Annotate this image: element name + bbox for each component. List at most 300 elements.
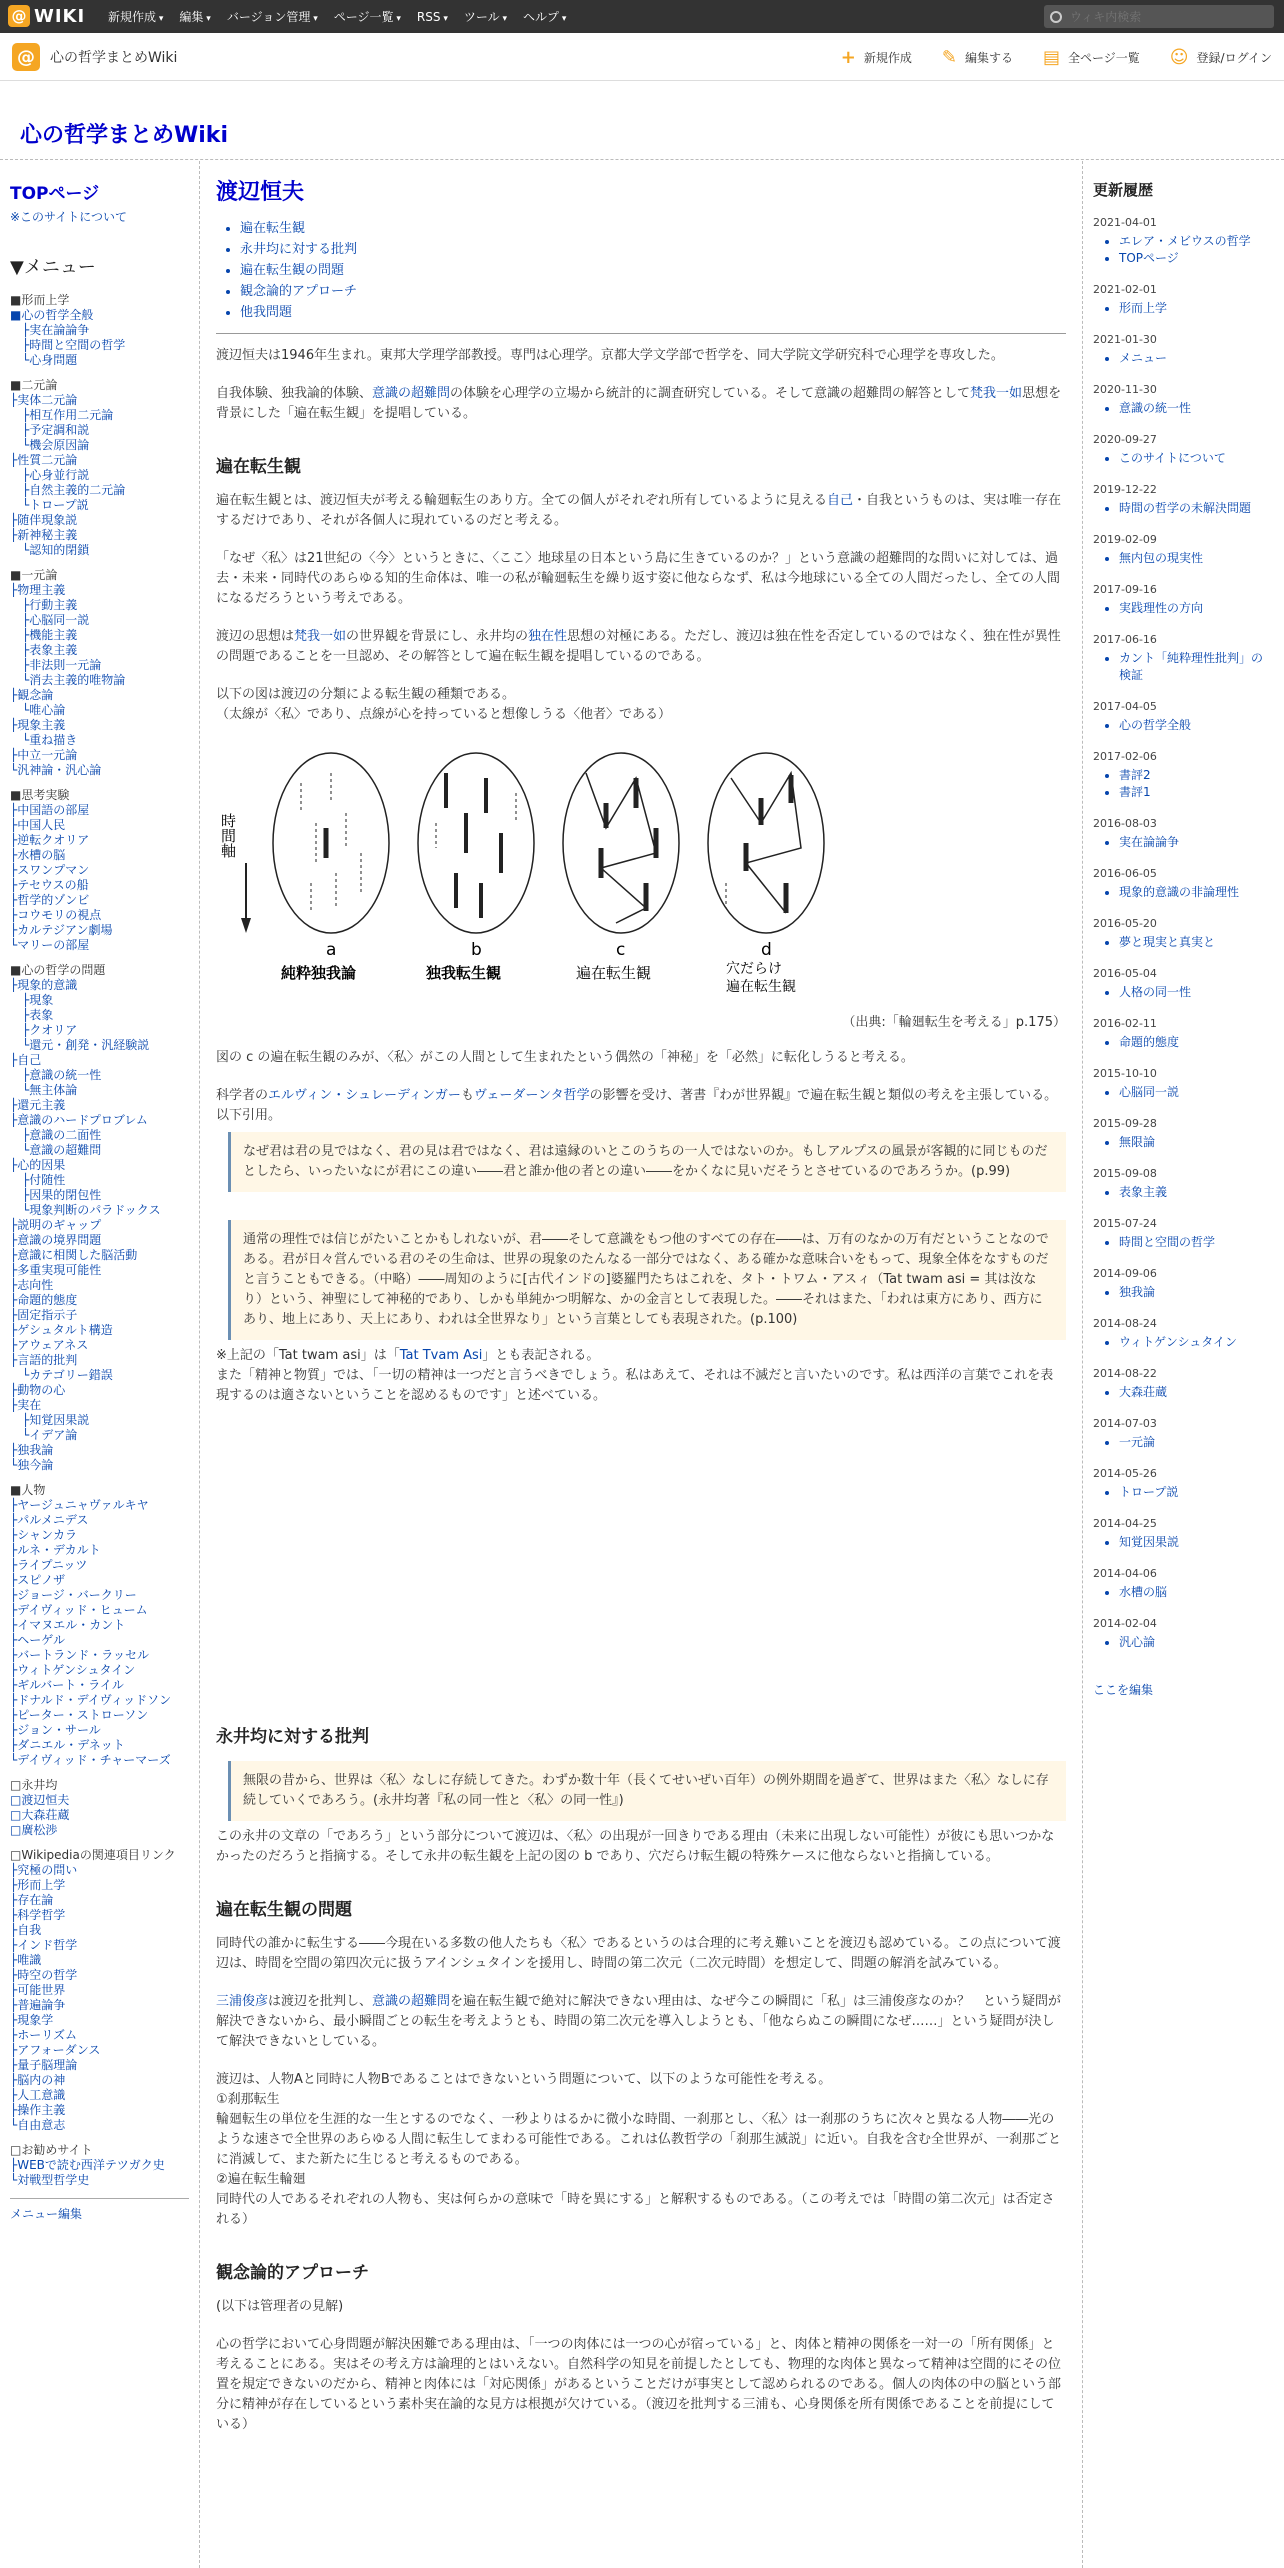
link-brahman-atman[interactable]: 梵我一如 <box>294 629 347 644</box>
menu-new[interactable]: 新規作成 ▾ <box>108 8 163 25</box>
menu-item[interactable]: ├物理主義 <box>10 583 66 597</box>
letter-d: d <box>761 940 772 960</box>
link-self[interactable]: 自己 <box>827 493 854 508</box>
menu-item[interactable]: ├ダニエル・デネット <box>10 1738 125 1752</box>
update-items <box>1093 1034 1274 1051</box>
site-title-area <box>0 82 1284 160</box>
menu-item[interactable]: ├意識の二面性 <box>22 1128 102 1142</box>
menu-item[interactable]: ├テセウスの船 <box>10 878 89 892</box>
menu-item[interactable]: └無主体論 <box>22 1083 78 1097</box>
update-date: 2020-09-27 <box>1093 433 1157 446</box>
menu-item[interactable]: ├自己 <box>10 1053 42 1067</box>
link-hard-problem[interactable]: 意識の超難問 <box>372 1994 451 2009</box>
menu-item[interactable]: ├意識に相関した脳活動 <box>10 1248 138 1262</box>
paragraph: また「精神と物質」では、「一切の精神は一つだと言うべきでしょう。私はあえて、それは不滅だと言いたいのです。私は西洋の言葉でこれを表現するのは適さないということを認めるものです」と述べている。 <box>216 1368 1054 1403</box>
menu-item[interactable]: └心身問題 <box>22 353 78 367</box>
update-date: 2014-08-22 <box>1093 1367 1157 1380</box>
menu-item[interactable]: ├心身並行説 <box>22 468 90 482</box>
menu-item[interactable]: └トロープ説 <box>22 498 89 512</box>
menu-item[interactable]: ├形而上学 <box>10 1878 66 1892</box>
link-hard-problem[interactable]: 意識の超難問 <box>372 386 451 401</box>
update-history-list <box>1093 216 1274 1651</box>
text: 遍在転生観とは、渡辺恒夫が考える輪廻転生のあり方。全ての個人がそれぞれ所有しているように見える <box>216 493 828 508</box>
update-item-link[interactable]: • 人格の同一性 <box>1119 984 1274 1001</box>
header-actions <box>841 33 1272 81</box>
paragraph: 「なぜ〈私〉は21世紀の〈今〉というときに、〈ここ〉地球星の日本という島に生きているのか？」という意識の超難問的な問いに対しては、過去・未来・同時代のあらゆる知的生命体は、唯一の私が輪廻転生を繰り返す姿に他ならなず、私は今地球にいる全ての人間だったし、全ての人間になるだろうという考えである。 <box>216 551 1060 606</box>
menu-item[interactable]: └意識の超難問 <box>22 1143 102 1157</box>
menu-item[interactable]: ├スワンプマン <box>10 863 90 877</box>
all-pages-button[interactable] <box>1043 47 1140 68</box>
menu-item[interactable]: ├デイヴィッド・ヒューム <box>10 1603 148 1617</box>
text: 渡辺は、人物Aと同時に人物Bであることはできないという問題について、以下のような可能性を考える。 <box>216 2072 832 2087</box>
toc-item[interactable]: • 観念論的アプローチ <box>240 281 1066 302</box>
update-items <box>1093 1334 1274 1351</box>
paragraph <box>216 2070 1066 2230</box>
update-item-link[interactable]: • 汎心論 <box>1119 1634 1274 1651</box>
menu-group <box>10 2143 189 2188</box>
menu-item[interactable]: ├ピーター・ストローソン <box>10 1708 149 1722</box>
login-button[interactable] <box>1170 47 1272 68</box>
link-schrodinger[interactable]: エルヴィン・シュレーディンガー <box>268 1088 461 1103</box>
menu-item[interactable]: ├存在論 <box>10 1893 54 1907</box>
pencil-icon: ✎ <box>941 46 957 68</box>
menu-item[interactable]: ├行動主義 <box>22 598 78 612</box>
update-item-link[interactable]: • 心の哲学全般 <box>1119 717 1274 734</box>
menu-group-heading[interactable]: □Wikipediaの関連項目リンク <box>10 1848 176 1862</box>
menu-item[interactable]: └汎神論・汎心論 <box>10 763 102 777</box>
menu-item[interactable]: └自由意志 <box>10 2118 66 2132</box>
wiki-logo-text: WIKI <box>34 5 86 27</box>
plus-icon: + <box>840 46 856 68</box>
menu-item[interactable]: ├普遍論争 <box>10 1998 66 2012</box>
menu-item[interactable]: ├ギルバート・ライル <box>10 1678 124 1692</box>
menu-item[interactable]: └イデア論 <box>22 1428 78 1442</box>
update-items <box>1093 233 1274 267</box>
text: ※上記の「Tat twam asi」は「 <box>216 1348 400 1363</box>
menu-item[interactable]: ├水槽の脳 <box>10 848 66 862</box>
update-items <box>1093 450 1274 467</box>
update-item-link[interactable]: • 現象的意識の非論理性 <box>1119 884 1274 901</box>
menu-item[interactable]: ├現象的意識 <box>10 978 78 992</box>
update-item-link[interactable]: • 時間と空間の哲学 <box>1119 1234 1274 1251</box>
site-title[interactable]: 心の哲学まとめWiki <box>20 123 228 148</box>
menu-item[interactable]: └対戦型哲学史 <box>10 2173 90 2187</box>
link-brahman-atman[interactable]: 梵我一如 <box>970 386 1023 401</box>
menu-item[interactable]: ├人工意識 <box>10 2088 66 2102</box>
menu-group-heading[interactable]: ■心の哲学の問題 <box>10 963 106 977</box>
paragraph: 心の哲学において心身問題が解決困難である理由は、「一つの肉体には一つの心が宿っている」と、肉体と精神の関係を一対一の「所有関係」と考えることにある。実はその考え方は論理的とはいえない。自然科学の知見を前提したとしても、物理的な肉体と異なって精神は空間的にその位置を規定できないのだから、精神と肉体には「対応関係」があるということだけが事実として認められるのである。個人の肉体の中の脳という部分に精神が存在しているという素朴実在論的な見方は根拠が欠けている。（渡辺を批判する三浦も、心身関係を所有関係であることを前提にしている） <box>216 2337 1062 2432</box>
menu-item[interactable]: ├独我論 <box>10 1443 54 1457</box>
update-item-link[interactable]: • TOPページ <box>1119 250 1274 267</box>
text: 渡辺の思想は <box>216 629 295 644</box>
update-item-link[interactable]: • 一元論 <box>1119 1434 1274 1451</box>
update-date: 2016-02-11 <box>1093 1017 1157 1030</box>
menu-item[interactable]: ├ヘーゲル <box>10 1633 65 1647</box>
update-item-link[interactable]: • このサイトについて <box>1119 450 1274 467</box>
menu-item[interactable]: ├言語的批判 <box>10 1353 78 1367</box>
menu-item[interactable]: ├中国人民 <box>10 818 66 832</box>
menu-item[interactable]: ├命題的態度 <box>10 1293 78 1307</box>
top-page-link[interactable]: TOPページ <box>10 184 100 204</box>
menu-item[interactable]: ├表象主義 <box>22 643 78 657</box>
update-items <box>1093 1484 1274 1501</box>
toc-item[interactable]: • 遍在転生観の問題 <box>240 260 1066 281</box>
menu-item[interactable]: ├非法則一元論 <box>22 658 102 672</box>
letter-a: a <box>326 940 337 960</box>
text: 思想を背景にした「遍在転生観」を提唱している。 <box>216 386 1062 421</box>
new-page-label: 新規作成 <box>863 50 912 65</box>
about-link[interactable]: ※このサイトについて <box>10 210 127 224</box>
menu-group-heading[interactable]: ■思考実験 <box>10 788 70 802</box>
update-items <box>1093 600 1274 617</box>
update-item-link[interactable]: • 水槽の脳 <box>1119 1584 1274 1601</box>
diagram-c <box>563 753 679 933</box>
link-miura[interactable]: 三浦俊彦 <box>216 1994 269 2009</box>
update-date: 2016-06-05 <box>1093 867 1157 880</box>
edit-label: 編集する <box>964 50 1013 65</box>
menu-item[interactable]: ├究極の問い <box>10 1863 78 1877</box>
menu-item[interactable]: └重ね描き <box>22 733 78 747</box>
update-items <box>1093 650 1274 684</box>
menu-item[interactable]: ├カルテジアン劇場 <box>10 923 113 937</box>
update-items <box>1093 1084 1274 1101</box>
update-item-link[interactable]: • メニュー <box>1119 350 1274 367</box>
update-date: 2014-07-03 <box>1093 1417 1157 1430</box>
text: 輪廻転生の単位を生涯的な一生とするのでなく、一秒よりはるかに微小な時間、一刹那とし、〈私〉は一刹那のうちに次々と異なる人物――光のような速さで全世界のあらゆる人間に転生してまわる可能性である。これは仏教哲学の「刹那生滅説」に近い。自我を含む全世界が、一刹那ごとに消滅して、また新たに生じると考えるものである。 <box>216 2112 1062 2167</box>
update-items <box>1093 1384 1274 1401</box>
menu-item[interactable]: ├唯識 <box>10 1953 42 1967</box>
menu-item[interactable]: ├パルメニデス <box>10 1513 89 1527</box>
menu-item[interactable]: ├自我 <box>10 1923 42 1937</box>
right-sidebar <box>1082 161 1284 2568</box>
update-item-link[interactable]: • 実践理性の方向 <box>1119 600 1274 617</box>
menu-tools[interactable]: ツール ▾ <box>464 8 507 25</box>
text: 以下の図は渡辺の分類による転生観の種類である。 <box>216 687 516 702</box>
menu-item[interactable]: ├時間と空間の哲学 <box>22 338 126 352</box>
update-item-link[interactable]: • トロープ説 <box>1119 1484 1274 1501</box>
paragraph: (以下は管理者の見解) <box>216 2299 344 2314</box>
menu-group-heading[interactable]: ■一元論 <box>10 568 58 582</box>
text: ②遍在転生輪廻 <box>216 2172 306 2187</box>
menu-group-heading[interactable]: □お勧めサイト <box>10 2143 93 2157</box>
arrow-head <box>241 918 251 933</box>
menu-item[interactable]: ├自然主義的二元論 <box>22 483 126 497</box>
menu-item[interactable]: ├付随性 <box>22 1173 66 1187</box>
menu-item[interactable]: ├相互作用二元論 <box>22 408 114 422</box>
menu-item[interactable]: ├スピノザ <box>10 1573 66 1587</box>
update-items <box>1093 934 1274 951</box>
update-date: 2017-04-05 <box>1093 700 1157 713</box>
update-items <box>1093 1184 1274 1201</box>
menu-item[interactable]: ├多重実現可能性 <box>10 1263 102 1277</box>
menu-item[interactable]: ├意識のハードプロブレム <box>10 1113 148 1127</box>
menu-item[interactable]: ├観念論 <box>10 688 54 702</box>
menu-item[interactable]: ├還元主義 <box>10 1098 66 1112</box>
menu-group <box>10 788 189 953</box>
menu-item[interactable]: └唯心論 <box>22 703 66 717</box>
ad-space <box>216 1424 1066 1694</box>
menu-item[interactable]: └現象判断のパラドックス <box>22 1203 161 1217</box>
paragraph <box>216 1086 1066 1126</box>
menu-item[interactable]: ├実在 <box>10 1398 42 1412</box>
menu-item[interactable]: └消去主義的唯物論 <box>22 673 126 687</box>
update-item-link[interactable]: • 命題的態度 <box>1119 1034 1274 1051</box>
update-items <box>1093 984 1274 1001</box>
menu-item[interactable]: ├因果的閉包性 <box>22 1188 102 1202</box>
menu-edit-link[interactable] <box>10 2198 189 2222</box>
update-item-link[interactable]: • カント「純粋理性批判」の検証 <box>1119 650 1274 684</box>
menu-item[interactable]: ├WEBで読む西洋テツガク史 <box>10 2158 165 2172</box>
menu-item[interactable]: ├中立一元論 <box>10 748 78 762</box>
menu-item[interactable]: └カテゴリー錯誤 <box>22 1368 113 1382</box>
menu-group-heading[interactable]: ■二元論 <box>10 378 58 392</box>
menu-group-heading[interactable]: □永井均 <box>10 1778 58 1792</box>
menu-item[interactable]: ├随伴現象説 <box>10 513 78 527</box>
section-heading: 観念論的アプローチ <box>216 2263 369 2283</box>
menu-item[interactable]: ├シャンカラ <box>10 1528 77 1542</box>
menu-item[interactable]: ├ジョン・サール <box>10 1723 101 1737</box>
menu-item[interactable]: ├量子脳理論 <box>10 2058 78 2072</box>
update-items <box>1093 1584 1274 1601</box>
menu-item[interactable]: ├説明のギャップ <box>10 1218 102 1232</box>
update-date: 2015-07-24 <box>1093 1217 1157 1230</box>
page-title: 渡辺恒夫 <box>216 180 305 205</box>
update-item-link[interactable]: • 無内包の現実性 <box>1119 550 1274 567</box>
update-date: 2021-04-01 <box>1093 216 1157 229</box>
diagram-d <box>708 753 824 933</box>
reincarnation-figure <box>216 733 1066 1003</box>
menu-item[interactable]: └認知的閉鎖 <box>22 543 90 557</box>
update-item-link[interactable]: • 夢と現実と真実と <box>1119 934 1274 951</box>
update-items <box>1093 1534 1274 1551</box>
menu-item[interactable]: ├心脳同一説 <box>22 613 90 627</box>
quote-block: 無限の昔から、世界は〈私〉なしに存続してきた。わずか数十年（長くてせいぜい百年）の例外期間を過ぎて、世界はまた〈私〉なしに存続していくであろう。(永井均著『私の同一性と〈私〉の同一性』) <box>228 1761 1066 1821</box>
menu-item[interactable]: ├現象学 <box>10 2013 54 2027</box>
user-add-icon: ☺ <box>1169 46 1189 68</box>
menu-item[interactable]: ├ウィトゲンシュタイン <box>10 1663 136 1677</box>
update-items <box>1093 1134 1274 1151</box>
update-items <box>1093 717 1274 734</box>
menu-group-heading[interactable]: ■心の哲学全般 <box>10 308 94 322</box>
text: ・自我というものは、実は唯一存在するだけであり、それが各個人に現れているのだと考える。 <box>216 493 1062 528</box>
update-history-title: 更新履歴 <box>1093 181 1154 199</box>
update-date: 2015-09-28 <box>1093 1117 1157 1130</box>
menu-group <box>10 1778 189 1838</box>
menu-rss[interactable]: RSS ▾ <box>417 10 448 24</box>
menu-item[interactable]: ├性質二元論 <box>10 453 78 467</box>
menu-item[interactable]: ├実体二元論 <box>10 393 78 407</box>
menu-group-heading[interactable]: □渡辺恒夫 <box>10 1793 70 1807</box>
menu-item[interactable]: ├意識の統一性 <box>22 1068 102 1082</box>
menu-item[interactable]: ├ヤージュニャヴァルキヤ <box>10 1498 149 1512</box>
menu-item[interactable]: ├知覚因果説 <box>22 1413 90 1427</box>
menu-heading: ▼メニュー <box>10 257 96 278</box>
menu-item[interactable]: ├哲学的ゾンビ <box>10 893 90 907</box>
menu-item[interactable]: ├アウェアネス <box>10 1338 89 1352</box>
letter-b: b <box>471 940 482 960</box>
update-item-link[interactable]: • 心脳同一説 <box>1119 1084 1274 1101</box>
update-date: 2017-09-16 <box>1093 583 1157 596</box>
section-heading: 遍在転生観の問題 <box>216 1900 352 1920</box>
text: ①刹那転生 <box>216 2092 280 2107</box>
toc-item[interactable]: • 他我問題 <box>240 302 1066 323</box>
menu-group-heading[interactable]: ■形而上学 <box>10 293 70 307</box>
update-items <box>1093 767 1274 801</box>
update-items <box>1093 1284 1274 1301</box>
menu-item[interactable]: ├ゲシュタルト構造 <box>10 1323 113 1337</box>
menu-item[interactable]: ├志向性 <box>10 1278 54 1292</box>
edit-button[interactable] <box>942 47 1013 68</box>
update-item-link[interactable]: • 大森荘蔵 <box>1119 1384 1274 1401</box>
update-items <box>1093 1234 1274 1251</box>
menu-item[interactable]: ├可能世界 <box>10 1983 66 1997</box>
update-items <box>1093 350 1274 367</box>
update-item-link[interactable]: • 書評1 <box>1119 784 1274 801</box>
update-date: 2021-01-30 <box>1093 333 1157 346</box>
menu-item[interactable]: ├逆転クオリア <box>10 833 90 847</box>
toc-item[interactable]: • 永井均に対する批判 <box>240 239 1066 260</box>
paragraph: この永井の文章の「であろう」という部分について渡辺は、〈私〉の出現が一回きりである理由（未来に出現しない可能性）が彼にも思いつかなかったのだろうと指摘する。そして永井の転生観を上記の図の b であり、穴だらけ転生観の特殊ケースに他ならないと指摘している。 <box>216 1829 1055 1864</box>
wiki-name: 心の哲学まとめWiki <box>50 50 178 66</box>
link-vedanta[interactable]: ヴェーダーンタ哲学 <box>473 1088 590 1103</box>
menu-item[interactable]: ├時空の哲学 <box>10 1968 78 1982</box>
label-c: 遍在転生観 <box>576 964 652 982</box>
menu-item[interactable]: ├ジョージ・バークリー <box>10 1588 137 1602</box>
menu-item[interactable]: ├インド哲学 <box>10 1938 78 1952</box>
link-tat-tvam-asi[interactable]: Tat Tvam Asi <box>399 1348 483 1363</box>
diagram-a <box>273 753 389 933</box>
menu-item[interactable]: ├操作主義 <box>10 2103 66 2117</box>
menu-edit[interactable]: 編集 ▾ <box>179 8 210 25</box>
update-item-link[interactable]: • 無限論 <box>1119 1134 1274 1151</box>
menu-item[interactable]: ├ドナルド・デイヴィッドソン <box>10 1693 172 1707</box>
text: 思想の対極にある。ただし、渡辺は独在性を否定しているのではなく、独在性が異性の問題であることを一旦認め、その解答として遍在転生観を提唱しているのである。 <box>216 629 1061 664</box>
update-item-link[interactable]: • 表象主義 <box>1119 1184 1274 1201</box>
search-box <box>1044 5 1274 28</box>
paragraph <box>216 627 1066 667</box>
menu-item[interactable]: ├動物の心 <box>10 1383 66 1397</box>
update-item-link[interactable]: • 意識の統一性 <box>1119 400 1274 417</box>
update-date: 2014-04-06 <box>1093 1567 1157 1580</box>
update-date: 2014-05-26 <box>1093 1467 1157 1480</box>
reincarnation-diagram <box>216 733 1066 1003</box>
update-item-link[interactable]: • 独我論 <box>1119 1284 1274 1301</box>
update-item-link[interactable]: • 知覚因果説 <box>1119 1534 1274 1551</box>
menu-group-heading[interactable]: □大森荘蔵 <box>10 1808 70 1822</box>
new-page-button[interactable] <box>841 47 912 68</box>
menu-item[interactable]: └独今論 <box>10 1458 54 1472</box>
update-item-link[interactable]: • 形而上学 <box>1119 300 1274 317</box>
search-input[interactable] <box>1068 9 1268 25</box>
menu-item[interactable]: ├中国語の部屋 <box>10 803 90 817</box>
menu-item[interactable]: ├ライプニッツ <box>10 1558 88 1572</box>
update-date: 2016-08-03 <box>1093 817 1157 830</box>
text: 自我体験、独我論的体験、 <box>216 386 373 401</box>
link-uniqueness[interactable]: 独在性 <box>528 629 568 644</box>
paragraph <box>216 491 1066 531</box>
left-sidebar <box>0 161 200 2568</box>
menu-group <box>10 963 189 1473</box>
menu-group-heading[interactable]: □廣松渉 <box>10 1823 58 1837</box>
menu-item[interactable]: ├現象 <box>22 993 54 1007</box>
menu-item[interactable]: ├新神秘主義 <box>10 528 78 542</box>
menu-item[interactable]: ├クオリア <box>22 1023 78 1037</box>
update-items <box>1093 1634 1274 1651</box>
update-item-link[interactable]: • ウィトゲンシュタイン <box>1119 1334 1274 1351</box>
text: の影響を受け、著書『わが世界観』で遍在転生観と類似の考えを主張している。以下引用。 <box>216 1088 1058 1123</box>
menu-item[interactable]: ├アフォーダンス <box>10 2043 101 2057</box>
label-b: 独我転生観 <box>426 964 502 982</box>
intro-paragraph <box>216 384 1066 424</box>
menu-help[interactable]: ヘルプ ▾ <box>523 8 566 25</box>
letter-c: c <box>616 940 626 960</box>
menu-item[interactable]: ├ホーリズム <box>10 2028 77 2042</box>
at-mark-icon: @ <box>12 43 40 71</box>
menu-item[interactable]: └機会原因論 <box>22 438 90 452</box>
paragraph: 図の c の遍在転生観のみが、〈私〉がこの人間として生まれたという偶然の「神秘」を「必然」に転化しうると考える。 <box>216 1050 914 1065</box>
update-date: 2015-09-08 <box>1093 1167 1157 1180</box>
menu-item[interactable]: ├イマヌエル・カント <box>10 1618 126 1632</box>
text: （太線が〈私〉であり、点線が心を持っていると想像しうる〈他者〉である） <box>216 707 672 722</box>
toc-item[interactable]: • 遍在転生観 <box>240 218 1066 239</box>
intro-paragraph: 渡辺恒夫は1946年生まれ。東邦大学理学部教授。専門は心理学。京都大学文学部で哲学を、同大学院文学研究科で心理学を専攻した。 <box>216 348 1004 363</box>
menu-group <box>10 568 189 778</box>
update-date: 2014-09-06 <box>1093 1267 1157 1280</box>
menu-item[interactable]: └デイヴィッド・チャーマーズ <box>10 1753 171 1767</box>
menu-item[interactable]: ├表象 <box>22 1008 54 1022</box>
menu-item[interactable]: ├機能主義 <box>22 628 78 642</box>
right-edit-link[interactable] <box>1093 1681 1274 1698</box>
wiki-logo[interactable] <box>8 5 85 27</box>
menu-item[interactable]: └還元・創発・汎経験説 <box>22 1038 150 1052</box>
update-item-link[interactable]: • 時間の哲学の未解決問題 <box>1119 500 1274 517</box>
update-item-link[interactable]: • 書評2 <box>1119 767 1274 784</box>
login-label: 登録/ログイン <box>1196 50 1272 65</box>
menu-item[interactable]: ├現象主義 <box>10 718 66 732</box>
quote-block: なぜ君は君の見ではなく、君の見は君ではなく、君は遠縁のいとこのうちの一人ではないのか。もしアルプスの風景が客観的に同じものだとしたら、いったいなにが君にこの違い――君と誰か他の者との違い――をかくなに見いだそうとさせているのであろうか。(p.99) <box>228 1132 1066 1192</box>
menu-item[interactable]: ├意識の境界問題 <box>10 1233 102 1247</box>
menu-group-heading[interactable]: ■人物 <box>10 1483 46 1497</box>
menu-item[interactable]: ├実在論論争 <box>22 323 90 337</box>
section-heading: 永井均に対する批判 <box>216 1727 369 1747</box>
update-item-link[interactable]: • エレア・メビウスの哲学 <box>1119 233 1274 250</box>
document-icon: ▤ <box>1043 46 1061 68</box>
menu-item[interactable]: ├コウモリの視点 <box>10 908 102 922</box>
menu-version[interactable]: バージョン管理 ▾ <box>227 8 318 25</box>
menu-item[interactable]: ├固定指示子 <box>10 1308 78 1322</box>
menu-item[interactable]: ├ルネ・デカルト <box>10 1543 101 1557</box>
menu-item[interactable]: ├心的因果 <box>10 1158 66 1172</box>
update-date: 2021-02-01 <box>1093 283 1157 296</box>
update-item-link[interactable]: • 実在論論争 <box>1119 834 1274 851</box>
menu-item[interactable]: ├予定調和説 <box>22 423 90 437</box>
update-items <box>1093 884 1274 901</box>
menu-pages[interactable]: ページ一覧 ▾ <box>334 8 401 25</box>
text: も <box>460 1088 474 1103</box>
main-content <box>200 161 1082 2568</box>
quote-block: 通常の理性では信じがたいことかもしれないが、君――そして意識をもつ他のすべての存在――は、万有のなかの万有だということなのである。君が日々営んでいる君のその生命は、世界の現象のたんなる一部分ではなく、ある確かな意味合いをもって、現象全体をなすものだと言うこともできる。（中略）――周知のように[古代インドの]婆羅門たちはこれを、タト・トワム・アスィ（Tat twam asi = 其は汝なり）という、神聖にして神秘的であり、しかも単純かつ明解な、かの金言として表現した。――それはまた、「われは東方にあり、西方にあり、地上にあり、天上にあり、われは全世界なり」という言葉としても表現された。(p.100) <box>228 1220 1066 1340</box>
menu-item[interactable]: ├バートランド・ラッセル <box>10 1648 149 1662</box>
menu-item[interactable]: ├科学哲学 <box>10 1908 66 1922</box>
table-of-contents <box>226 218 1066 323</box>
update-date: 2019-02-09 <box>1093 533 1157 546</box>
update-date: 2016-05-04 <box>1093 967 1157 980</box>
menu-item[interactable]: ├脳内の神 <box>10 2073 66 2087</box>
update-items <box>1093 500 1274 517</box>
update-date: 2016-05-20 <box>1093 917 1157 930</box>
wiki-home-link[interactable] <box>12 43 177 71</box>
menu-item[interactable]: └マリーの部屋 <box>10 938 90 952</box>
